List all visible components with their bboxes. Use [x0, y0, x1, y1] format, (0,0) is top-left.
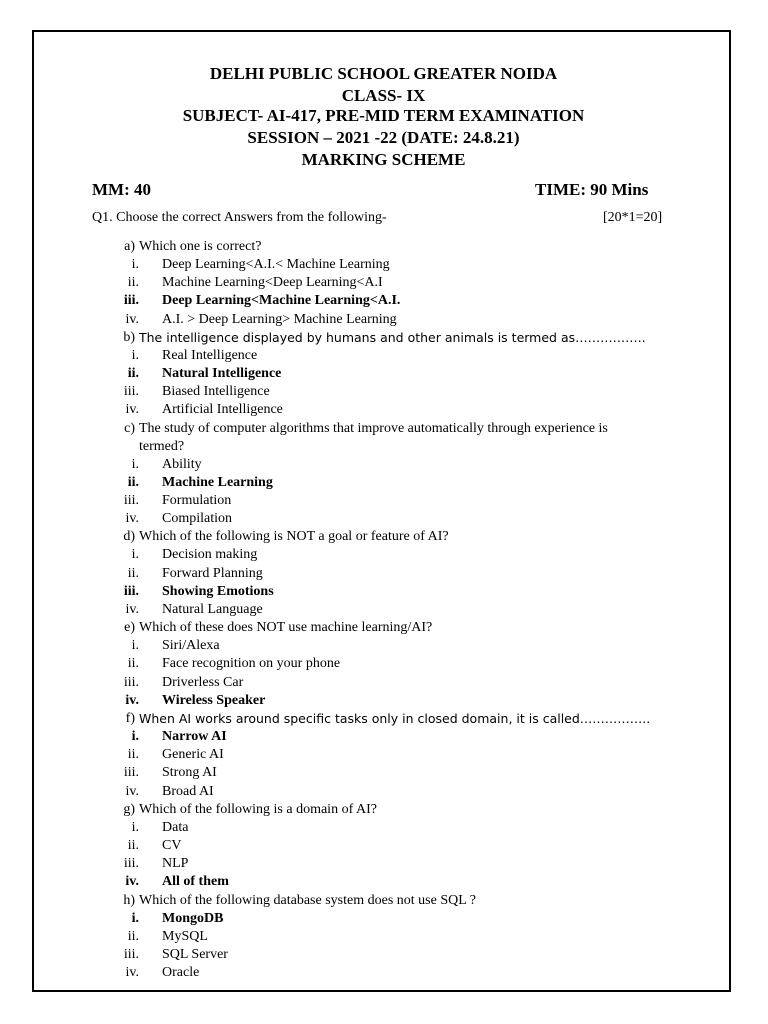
- option-text: MySQL: [162, 928, 208, 944]
- option-text: Deep Learning<Machine Learning<A.I.: [162, 293, 401, 309]
- option-text: Artificial Intelligence: [162, 402, 283, 418]
- option-number: i.: [131, 347, 139, 363]
- option-number: i.: [131, 729, 139, 745]
- q1-prompt: Q1. Choose the correct Answers from the following-: [92, 210, 387, 225]
- option-text: Deep Learning<A.I.< Machine Learning: [162, 257, 390, 272]
- option-number: iv.: [125, 602, 139, 618]
- question-text: Which of the following is NOT a goal or feature of AI?: [139, 529, 449, 545]
- correct-answer: [0, 728, 768, 746]
- correct-answer: [0, 692, 768, 710]
- option-text: Biased Intelligence: [162, 384, 270, 400]
- option-number: iii.: [123, 293, 139, 309]
- question-text: When AI works around specific tasks only in closed domain, it is called……………..: [139, 711, 651, 727]
- option-number: i.: [131, 257, 139, 272]
- option-text: Forward Planning: [162, 565, 263, 581]
- option-number: ii.: [127, 366, 139, 382]
- max-marks: MM: 40: [92, 180, 152, 199]
- question-label: g): [123, 801, 135, 817]
- question-label: a): [124, 239, 135, 254]
- option-number: iii.: [123, 384, 139, 400]
- exam-time: TIME: 90 Mins: [535, 180, 649, 199]
- correct-answer: [0, 873, 768, 891]
- option-number: iv.: [125, 783, 139, 799]
- correct-answer: [0, 583, 768, 601]
- option-number: iii.: [123, 674, 139, 690]
- option-text: Wireless Speaker: [162, 692, 266, 708]
- option-number: ii.: [127, 838, 139, 854]
- question-a: [0, 238, 768, 329]
- option-text: Strong AI: [162, 765, 217, 781]
- option-number: iv.: [125, 511, 139, 527]
- option-number: iv.: [125, 874, 139, 890]
- option-number: i.: [131, 456, 139, 472]
- option-text: A.I. > Deep Learning> Machine Learning: [162, 311, 397, 327]
- option-number: ii.: [127, 565, 139, 581]
- option-text: Broad AI: [162, 783, 214, 799]
- option-text: Driverless Car: [162, 674, 244, 690]
- option-text: Machine Learning<Deep Learning<A.I: [162, 275, 383, 291]
- option-text: Natural Language: [162, 602, 263, 618]
- option-text: Formulation: [162, 493, 232, 509]
- question-label: d): [123, 529, 135, 545]
- option-number: iv.: [125, 965, 139, 981]
- question-b: [0, 329, 768, 420]
- option-text: MongoDB: [162, 910, 224, 926]
- subject-line: SUBJECT- AI-417, PRE-MID TERM EXAMINATION: [182, 106, 585, 125]
- option-number: i.: [131, 910, 139, 926]
- school-name: DELHI PUBLIC SCHOOL GREATER NOIDA: [209, 64, 558, 83]
- option-text: Narrow AI: [162, 729, 227, 745]
- question-g: [0, 801, 768, 892]
- option-text: Real Intelligence: [162, 347, 258, 363]
- question-label: b): [123, 329, 135, 345]
- option-text: Compilation: [162, 511, 232, 527]
- option-number: i.: [131, 819, 139, 835]
- question-text: Which of the following is a domain of AI?: [139, 801, 377, 817]
- q1-marks: [20*1=20]: [603, 210, 663, 225]
- question-f: [0, 710, 768, 801]
- option-text: CV: [162, 838, 182, 854]
- option-text: Decision making: [162, 547, 258, 563]
- session-line: SESSION – 2021 -22 (DATE: 24.8.21): [247, 128, 520, 147]
- question-text: Which of these does NOT use machine learning/AI?: [139, 620, 433, 636]
- option-text: Oracle: [162, 965, 200, 981]
- question-text: The study of computer algorithms that improve automatically through experience is: [139, 420, 608, 436]
- question-text: Which one is correct?: [139, 239, 262, 254]
- option-number: iii.: [123, 856, 139, 872]
- option-text: SQL Server: [162, 947, 228, 963]
- option-number: iv.: [125, 692, 139, 708]
- question-text: Which of the following database system does not use SQL ?: [139, 892, 476, 908]
- option-text: Natural Intelligence: [162, 366, 282, 382]
- option-number: i.: [131, 547, 139, 563]
- option-number: ii.: [127, 275, 139, 291]
- option-text: Data: [162, 819, 189, 835]
- option-text: Machine Learning: [162, 474, 273, 490]
- question-text: The intelligence displayed by humans and other animals is termed as……………..: [139, 329, 646, 345]
- option-number: ii.: [127, 747, 139, 763]
- question-c: [0, 420, 768, 529]
- correct-answer: [0, 292, 768, 310]
- question-label: e): [124, 620, 135, 636]
- option-number: iii.: [123, 947, 139, 963]
- question-text-continued: termed?: [139, 438, 185, 454]
- question-label: h): [123, 892, 135, 908]
- correct-answer: [0, 474, 768, 492]
- option-text: All of them: [162, 874, 229, 890]
- option-number: iv.: [125, 402, 139, 418]
- question-e: [0, 619, 768, 710]
- correct-answer: [0, 910, 768, 928]
- option-text: Showing Emotions: [162, 583, 274, 599]
- option-number: i.: [131, 638, 139, 654]
- option-number: iii.: [123, 583, 139, 599]
- question-list: [0, 238, 768, 983]
- option-text: NLP: [162, 856, 189, 872]
- option-number: ii.: [127, 474, 139, 490]
- question-label: c): [124, 420, 135, 436]
- correct-answer: [0, 365, 768, 383]
- document-title: MARKING SCHEME: [301, 150, 466, 169]
- option-number: ii.: [127, 656, 139, 672]
- option-text: Generic AI: [162, 747, 224, 763]
- question-h: [0, 892, 768, 983]
- option-number: ii.: [127, 928, 139, 944]
- option-text: Siri/Alexa: [162, 638, 220, 654]
- question-d: [0, 528, 768, 619]
- question-label: f): [125, 711, 135, 727]
- option-text: Ability: [162, 456, 202, 472]
- class-line: CLASS- IX: [341, 86, 426, 105]
- option-number: iii.: [123, 765, 139, 781]
- option-number: iii.: [123, 493, 139, 509]
- option-text: Face recognition on your phone: [162, 656, 341, 672]
- option-number: iv.: [125, 311, 139, 327]
